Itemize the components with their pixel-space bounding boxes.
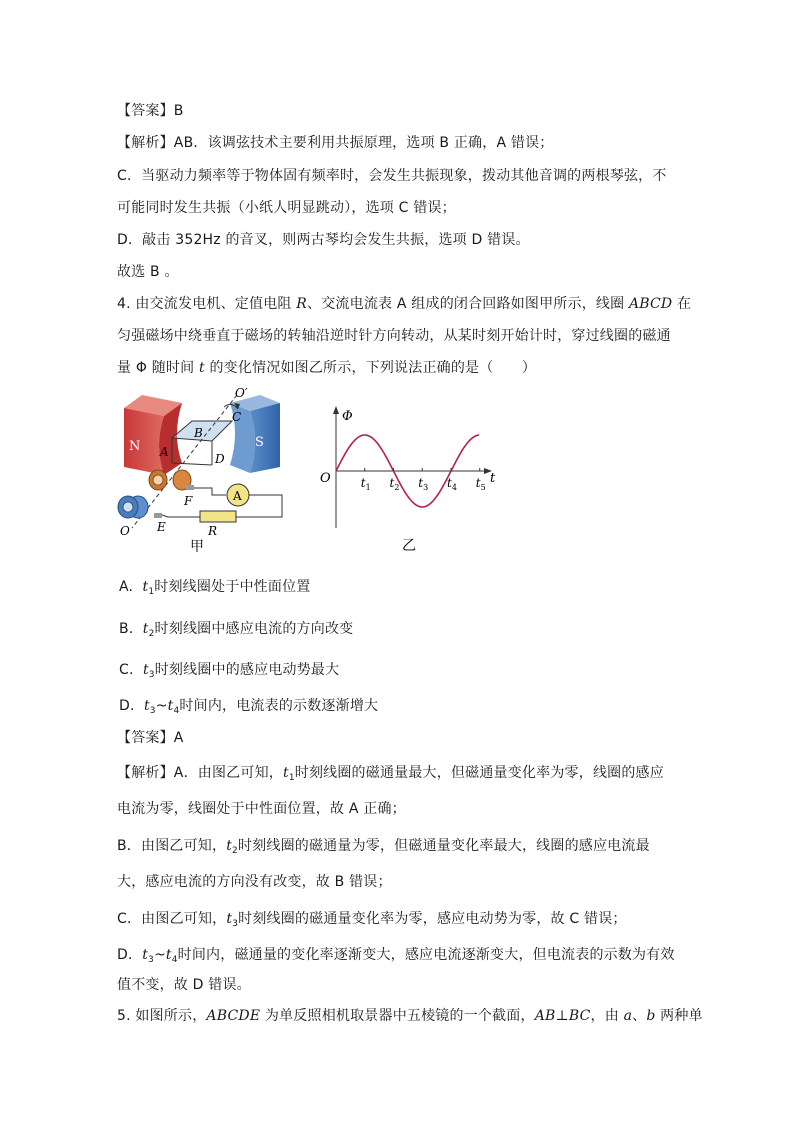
- figure-yi-flux-graph: [314, 400, 504, 560]
- label-r: R: [208, 524, 218, 538]
- label-c: C: [232, 410, 242, 424]
- label-b: B: [194, 426, 203, 440]
- q3-analysis-4: D．敲击 352Hz 的音叉，则两古琴均会发生共振，选项 D 错误。: [117, 232, 530, 248]
- tick-label-t5: $t_5$: [475, 476, 486, 492]
- q3-analysis-1: 【解析】AB．该调弦技术主要利用共振原理，选项 B 正确，A 错误；: [117, 135, 554, 151]
- tick-label-t3: $t_3$: [418, 476, 429, 492]
- label-e: E: [157, 520, 166, 534]
- q3-conclusion: 故选 B 。: [117, 264, 179, 280]
- q3-analysis-2: C．当驱动力频率等于物体固有频率时，会发生共振现象，拨动其他音调的两根琴弦，不: [117, 168, 667, 184]
- y-axis-label: Φ: [342, 409, 353, 424]
- figure-jia-generator: [112, 383, 302, 558]
- q4-analysis-b-2: 大，感应电流的方向没有改变，故 B 错误；: [117, 874, 392, 890]
- q5-stem: 5. 如图所示，ABCDE 为单反照相机取景器中五棱镜的一个截面，AB⊥BC，由 a、b 两种单: [117, 1008, 703, 1024]
- figure-yi-caption: 乙: [402, 538, 416, 554]
- q4-analysis-d-2: 值不变，故 D 错误。: [117, 977, 251, 993]
- label-o-prime: O′: [235, 386, 248, 400]
- q4-stem-line-3: 量 Φ 随时间 t 的变化情况如图乙所示，下列说法正确的是（ ）: [117, 360, 537, 376]
- option-b[interactable]: B. $t_2$时刻线圈中感应电流的方向改变: [119, 621, 354, 639]
- q4-stem-line-1: 4. 由交流发电机、定值电阻 R、交流电流表 A 组成的闭合回路如图甲所示，线圈 ABCD 在: [117, 296, 692, 312]
- tick-label-t2: $t_2$: [389, 476, 400, 492]
- option-d[interactable]: D. $t_3\sim t_4$时间内，电流表的示数逐渐增大: [119, 698, 379, 716]
- tick-label-t1: $t_1$: [360, 476, 371, 492]
- q4-analysis-d-1: D．$t_3\sim t_4$时间内，磁通量的变化率逐渐变大，感应电流逐渐变大，但电流表的示数为有效: [117, 947, 675, 965]
- label-f: F: [184, 494, 193, 508]
- q3-answer: 【答案】B: [117, 103, 184, 119]
- label-n: N: [129, 439, 141, 454]
- q3-analysis-3: 可能同时发生共振（小纸人明显跳动），选项 C 错误；: [117, 200, 456, 216]
- q4-analysis-a-1: 【解析】A．由图乙可知，$t_1$时刻线圈的磁通量最大，但磁通量变化率为零，线圈的感应: [117, 765, 664, 783]
- q4-analysis-c-1: C．由图乙可知，$t_3$时刻线圈的磁通量变化率为零，感应电动势为零，故 C 错误；: [117, 911, 627, 929]
- q4-stem-line-2: 匀强磁场中绕垂直于磁场的转轴沿逆时针方向转动，从某时刻开始计时，穿过线圈的磁通: [117, 328, 671, 344]
- q4-analysis-a-2: 电流为零，线圈处于中性面位置，故 A 正确；: [117, 801, 406, 817]
- tick-label-t4: $t_4$: [447, 476, 457, 492]
- x-axis-label: t: [490, 471, 496, 486]
- q4-analysis-b-1: B．由图乙可知，$t_2$时刻线圈的磁通量为零，但磁通量变化率最大，线圈的感应电流最: [117, 838, 650, 856]
- label-a-corner: A: [160, 445, 169, 459]
- label-s: S: [255, 435, 264, 450]
- option-c[interactable]: C. $t_3$时刻线圈中的感应电动势最大: [119, 662, 340, 680]
- label-o: O: [120, 524, 130, 538]
- label-d: D: [215, 452, 225, 466]
- meter-a-label: A: [233, 489, 242, 503]
- origin-label: O: [320, 471, 331, 486]
- figure-jia-caption: 甲: [190, 539, 204, 555]
- q4-answer: 【答案】A: [117, 730, 184, 746]
- option-a[interactable]: A. $t_1$时刻线圈处于中性面位置: [119, 579, 311, 597]
